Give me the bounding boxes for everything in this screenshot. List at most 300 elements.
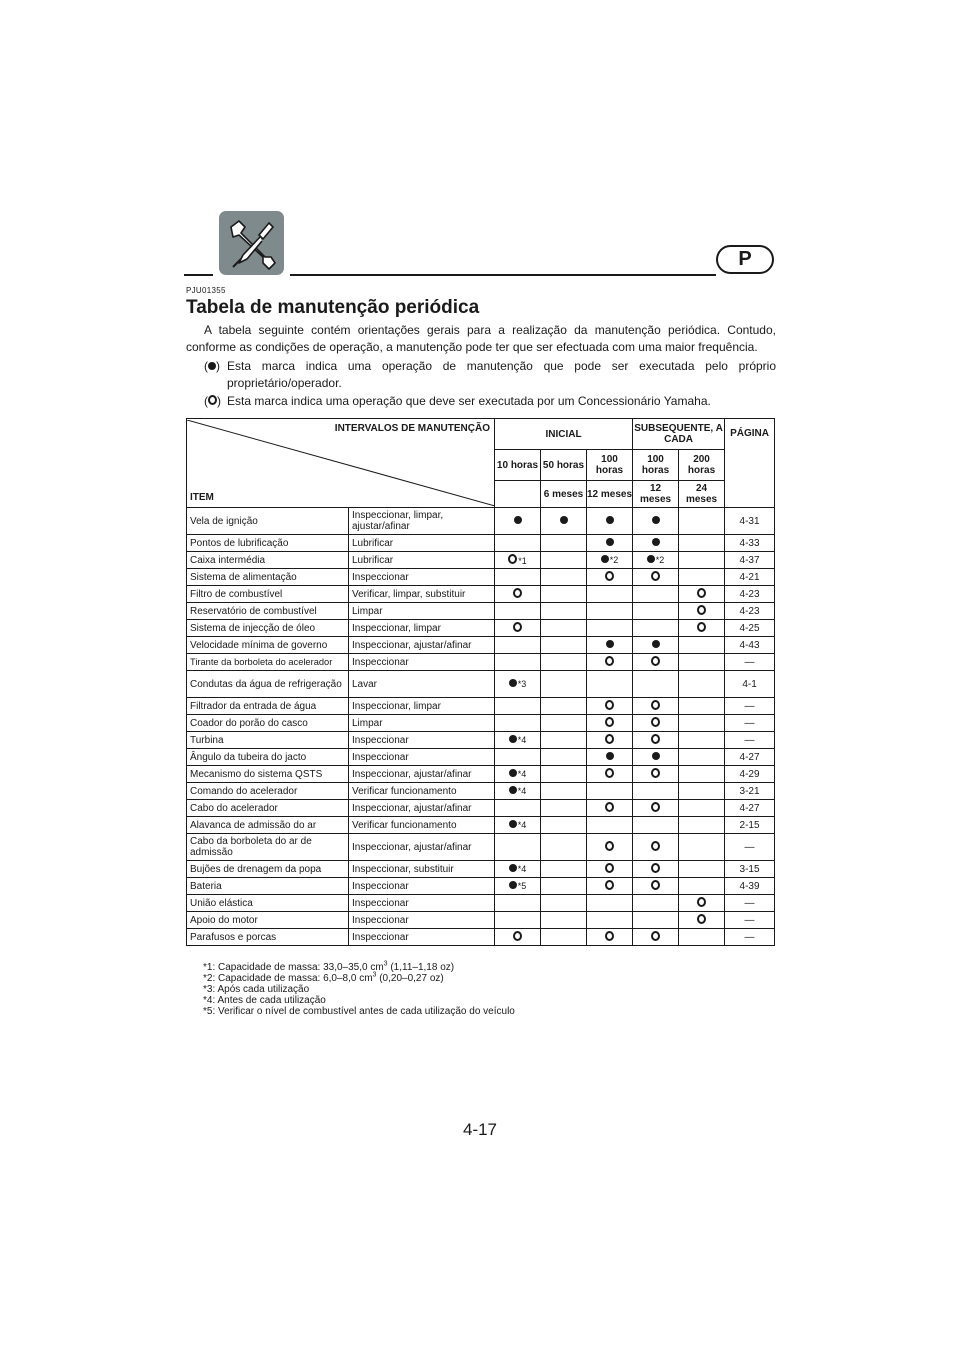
item-cell: Tirante da borboleta do acelerador bbox=[187, 654, 349, 671]
open-circle-icon bbox=[651, 656, 660, 666]
interval-cell bbox=[679, 878, 725, 895]
interval-cell bbox=[587, 878, 633, 895]
interval-cell bbox=[541, 766, 587, 783]
months-header: 12 meses bbox=[587, 481, 633, 508]
interval-cell bbox=[633, 783, 679, 800]
item-cell: Caixa intermédia bbox=[187, 552, 349, 569]
filled-circle-icon bbox=[560, 516, 568, 524]
interval-cell bbox=[587, 929, 633, 946]
action-cell: Inspeccionar, limpar bbox=[349, 698, 495, 715]
action-cell: Inspeccionar, ajustar/afinar bbox=[349, 766, 495, 783]
open-circle-icon bbox=[697, 605, 706, 615]
footnote: *1: Capacidade de massa: 33,0–35,0 $cm^3$ (1,11–1,18 oz) bbox=[203, 960, 455, 973]
subsequent-header: SUBSEQUENTE, A CADA bbox=[633, 419, 725, 450]
months-header: 24 meses bbox=[679, 481, 725, 508]
filled-circle-icon bbox=[606, 640, 614, 648]
interval-cell bbox=[495, 654, 541, 671]
interval-cell bbox=[541, 834, 587, 861]
interval-cell bbox=[679, 861, 725, 878]
interval-cell bbox=[633, 834, 679, 861]
action-cell: Inspeccionar bbox=[349, 569, 495, 586]
interval-cell bbox=[495, 732, 541, 749]
interval-cell bbox=[633, 654, 679, 671]
hours-header: 10 horas bbox=[495, 450, 541, 481]
action-cell: Inspeccionar bbox=[349, 878, 495, 895]
interval-cell bbox=[541, 637, 587, 654]
language-badge: P bbox=[716, 245, 774, 274]
interval-cell bbox=[587, 715, 633, 732]
open-circle-icon bbox=[605, 571, 614, 581]
action-cell: Inspeccionar bbox=[349, 749, 495, 766]
filled-circle-icon bbox=[509, 864, 517, 872]
page-ref-cell: 4-29 bbox=[725, 766, 775, 783]
interval-cell bbox=[587, 912, 633, 929]
interval-cell bbox=[541, 895, 587, 912]
filled-circle-icon bbox=[509, 769, 517, 777]
interval-cell bbox=[587, 732, 633, 749]
interval-cell bbox=[495, 569, 541, 586]
open-circle-icon bbox=[605, 841, 614, 851]
open-circle-icon bbox=[651, 734, 660, 744]
legend-dealer-mark: ( ) bbox=[204, 394, 221, 408]
open-circle-icon bbox=[605, 734, 614, 744]
filled-circle-icon bbox=[509, 786, 517, 794]
note-ref: *2 bbox=[655, 554, 665, 565]
item-cell: União elástica bbox=[187, 895, 349, 912]
open-circle-icon bbox=[605, 768, 614, 778]
item-cell: Cabo da borboleta do ar de admissão bbox=[187, 834, 349, 861]
interval-cell bbox=[679, 586, 725, 603]
table-row bbox=[187, 698, 775, 715]
table-row bbox=[187, 552, 775, 569]
interval-cell bbox=[495, 698, 541, 715]
table-row bbox=[187, 586, 775, 603]
interval-cell bbox=[587, 637, 633, 654]
open-circle-icon bbox=[605, 863, 614, 873]
action-cell: Inspeccionar, limpar bbox=[349, 620, 495, 637]
intro-paragraph: A tabela seguinte contém orientações gerais para a realização da manutenção periódica. Contudo, conforme as condições de operação, a manutenção pode ter que ser efectuada com uma maior frequência. bbox=[186, 323, 776, 354]
action-cell: Verificar funcionamento bbox=[349, 817, 495, 834]
interval-cell bbox=[633, 535, 679, 552]
open-circle-icon bbox=[651, 880, 660, 890]
interval-cell bbox=[679, 749, 725, 766]
item-cell: Cabo do acelerador bbox=[187, 800, 349, 817]
interval-cell bbox=[587, 817, 633, 834]
interval-cell bbox=[679, 783, 725, 800]
open-circle-icon bbox=[651, 802, 660, 812]
note-ref: *5 bbox=[517, 880, 527, 891]
item-cell: Bujões de drenagem da popa bbox=[187, 861, 349, 878]
interval-cell bbox=[679, 508, 725, 535]
note-ref: *4 bbox=[517, 863, 527, 874]
page-ref-cell: — bbox=[725, 715, 775, 732]
page-ref-cell: 4-1 bbox=[725, 671, 775, 698]
footnote: *3: Após cada utilização bbox=[203, 984, 310, 995]
open-circle-icon bbox=[651, 931, 660, 941]
interval-cell bbox=[495, 715, 541, 732]
page-ref-cell: 4-27 bbox=[725, 749, 775, 766]
footnote: *2: Capacidade de massa: 6,0–8,0 $cm^3$ (0,20–0,27 oz) bbox=[203, 971, 444, 984]
interval-cell bbox=[633, 620, 679, 637]
interval-cell bbox=[495, 878, 541, 895]
action-cell: Inspeccionar bbox=[349, 654, 495, 671]
months-header: 6 meses bbox=[541, 481, 587, 508]
interval-cell bbox=[587, 508, 633, 535]
item-cell: Filtrador da entrada de água bbox=[187, 698, 349, 715]
interval-cell bbox=[541, 715, 587, 732]
interval-cell bbox=[541, 569, 587, 586]
action-cell: Inspeccionar bbox=[349, 895, 495, 912]
legend-dealer-text: Esta marca indica uma operação que deve ser executada por um Concessionário Yamaha. bbox=[227, 394, 711, 408]
interval-cell bbox=[679, 654, 725, 671]
page-ref-cell: 3-15 bbox=[725, 861, 775, 878]
interval-cell bbox=[587, 569, 633, 586]
item-cell: Velocidade mínima de governo bbox=[187, 637, 349, 654]
table-row bbox=[187, 620, 775, 637]
footnote: *4: Antes de cada utilização bbox=[203, 995, 326, 1006]
interval-cell bbox=[679, 671, 725, 698]
interval-cell bbox=[633, 715, 679, 732]
table-row bbox=[187, 569, 775, 586]
interval-cell bbox=[541, 603, 587, 620]
item-cell: Comando do acelerador bbox=[187, 783, 349, 800]
page-ref-cell: 3-21 bbox=[725, 783, 775, 800]
action-cell: Limpar bbox=[349, 603, 495, 620]
note-ref: *3 bbox=[517, 678, 527, 689]
interval-cell bbox=[633, 671, 679, 698]
legend-dealer bbox=[186, 393, 776, 410]
legend-owner bbox=[186, 358, 776, 392]
interval-cell bbox=[587, 535, 633, 552]
interval-cell bbox=[541, 817, 587, 834]
interval-cell bbox=[679, 834, 725, 861]
interval-cell bbox=[633, 861, 679, 878]
action-cell: Verificar funcionamento bbox=[349, 783, 495, 800]
interval-cell bbox=[633, 603, 679, 620]
item-cell: Sistema de injecção de óleo bbox=[187, 620, 349, 637]
interval-cell bbox=[587, 654, 633, 671]
interval-cell bbox=[679, 732, 725, 749]
interval-cell bbox=[587, 895, 633, 912]
interval-cell bbox=[495, 508, 541, 535]
page-ref-cell: 4-27 bbox=[725, 800, 775, 817]
interval-cell bbox=[587, 620, 633, 637]
page-ref-cell: 4-23 bbox=[725, 603, 775, 620]
footnotes bbox=[203, 962, 515, 1017]
page-ref-cell: 4-31 bbox=[725, 508, 775, 535]
open-circle-icon bbox=[605, 717, 614, 727]
interval-cell bbox=[679, 912, 725, 929]
action-cell: Inspeccionar bbox=[349, 912, 495, 929]
page-ref-cell: 4-33 bbox=[725, 535, 775, 552]
interval-cell bbox=[541, 552, 587, 569]
filled-circle-icon bbox=[606, 752, 614, 760]
interval-cell bbox=[541, 586, 587, 603]
page-ref-cell: 4-25 bbox=[725, 620, 775, 637]
table-row bbox=[187, 895, 775, 912]
interval-cell bbox=[495, 749, 541, 766]
table-row bbox=[187, 715, 775, 732]
item-cell: Parafusos e porcas bbox=[187, 929, 349, 946]
note-ref: *4 bbox=[517, 819, 527, 830]
hours-header: 100 horas bbox=[587, 450, 633, 481]
interval-cell bbox=[541, 671, 587, 698]
open-circle-icon bbox=[605, 802, 614, 812]
interval-cell bbox=[541, 783, 587, 800]
interval-cell bbox=[495, 783, 541, 800]
interval-cell bbox=[679, 620, 725, 637]
interval-cell bbox=[495, 929, 541, 946]
interval-cell bbox=[679, 929, 725, 946]
maintenance-tools-icon bbox=[219, 211, 284, 275]
interval-cell bbox=[541, 912, 587, 929]
open-circle-icon bbox=[605, 656, 614, 666]
table-row bbox=[187, 671, 775, 698]
interval-cell bbox=[541, 698, 587, 715]
table-row bbox=[187, 749, 775, 766]
item-cell: Alavanca de admissão do ar bbox=[187, 817, 349, 834]
wrench-screwdriver-icon bbox=[219, 211, 284, 275]
interval-cell bbox=[633, 800, 679, 817]
action-cell: Inspeccionar, ajustar/afinar bbox=[349, 834, 495, 861]
legend-owner-mark: ( ) bbox=[204, 359, 220, 373]
table-row bbox=[187, 861, 775, 878]
interval-cell bbox=[495, 552, 541, 569]
interval-cell bbox=[679, 817, 725, 834]
action-cell: Inspeccionar bbox=[349, 929, 495, 946]
open-circle-icon bbox=[697, 588, 706, 598]
action-cell: Inspeccionar, ajustar/afinar bbox=[349, 637, 495, 654]
table-row bbox=[187, 508, 775, 535]
page-ref-cell: 2-15 bbox=[725, 817, 775, 834]
item-cell: Coador do porão do casco bbox=[187, 715, 349, 732]
open-circle-icon bbox=[508, 554, 517, 564]
table-row bbox=[187, 800, 775, 817]
open-circle-icon bbox=[697, 897, 706, 907]
intervals-header: INTERVALOS DE MANUTENÇÃO bbox=[334, 423, 490, 434]
action-cell: Inspeccionar, ajustar/afinar bbox=[349, 800, 495, 817]
page-ref-cell: — bbox=[725, 895, 775, 912]
table-row bbox=[187, 912, 775, 929]
interval-cell bbox=[679, 552, 725, 569]
open-circle-icon bbox=[605, 931, 614, 941]
table-row bbox=[187, 878, 775, 895]
item-cell: Pontos de lubrificação bbox=[187, 535, 349, 552]
interval-cell bbox=[495, 620, 541, 637]
legend-owner-text: Esta marca indica uma operação de manutenção que pode ser executada pelo próprio proprietário/operador. bbox=[227, 359, 776, 390]
interval-cell bbox=[587, 861, 633, 878]
maintenance-table bbox=[186, 418, 775, 946]
note-ref: *4 bbox=[517, 785, 527, 796]
hours-header: 50 horas bbox=[541, 450, 587, 481]
filled-circle-icon bbox=[514, 516, 522, 524]
interval-cell bbox=[495, 800, 541, 817]
interval-cell bbox=[633, 586, 679, 603]
interval-cell bbox=[633, 698, 679, 715]
open-circle-icon bbox=[651, 768, 660, 778]
filled-circle-icon bbox=[647, 555, 655, 563]
action-cell: Inspeccionar, limpar, ajustar/afinar bbox=[349, 508, 495, 535]
initial-header: INICIAL bbox=[495, 419, 633, 450]
open-circle-icon bbox=[697, 622, 706, 632]
filled-circle-icon bbox=[652, 640, 660, 648]
interval-cell bbox=[679, 569, 725, 586]
section-title: Tabela de manutenção periódica bbox=[186, 297, 480, 318]
filled-circle-icon bbox=[208, 362, 216, 370]
item-cell: Condutas da água de refrigeração bbox=[187, 671, 349, 698]
interval-cell bbox=[633, 552, 679, 569]
interval-cell bbox=[587, 749, 633, 766]
open-circle-icon bbox=[651, 571, 660, 581]
interval-cell bbox=[679, 800, 725, 817]
hours-header: 100 horas bbox=[633, 450, 679, 481]
action-cell: Inspeccionar, substituir bbox=[349, 861, 495, 878]
table-row bbox=[187, 834, 775, 861]
interval-cell bbox=[541, 508, 587, 535]
footnote: *5: Verificar o nível de combustível antes de cada utilização do veículo bbox=[203, 1006, 515, 1017]
interval-cell bbox=[495, 637, 541, 654]
filled-circle-icon bbox=[606, 538, 614, 546]
page-ref-cell: — bbox=[725, 929, 775, 946]
months-header: 12 meses bbox=[633, 481, 679, 508]
interval-cell bbox=[633, 637, 679, 654]
filled-circle-icon bbox=[509, 679, 517, 687]
interval-cell bbox=[587, 671, 633, 698]
open-circle-icon bbox=[651, 863, 660, 873]
page-ref-cell: 4-43 bbox=[725, 637, 775, 654]
months-header bbox=[495, 481, 541, 508]
interval-cell bbox=[541, 861, 587, 878]
note-ref: *4 bbox=[517, 768, 527, 779]
interval-cell bbox=[541, 654, 587, 671]
interval-cell bbox=[587, 603, 633, 620]
interval-cell bbox=[633, 766, 679, 783]
action-cell: Limpar bbox=[349, 715, 495, 732]
interval-cell bbox=[679, 698, 725, 715]
header-rule-right bbox=[290, 274, 716, 276]
item-cell: Mecanismo do sistema QSTS bbox=[187, 766, 349, 783]
table-row bbox=[187, 783, 775, 800]
interval-cell bbox=[679, 715, 725, 732]
open-circle-icon bbox=[513, 622, 522, 632]
table-row bbox=[187, 603, 775, 620]
item-cell: Reservatório de combustível bbox=[187, 603, 349, 620]
filled-circle-icon bbox=[652, 752, 660, 760]
page-header: PÁGINA bbox=[725, 419, 775, 508]
interval-cell bbox=[495, 861, 541, 878]
item-cell: Vela de ignição bbox=[187, 508, 349, 535]
interval-cell bbox=[495, 817, 541, 834]
interval-cell bbox=[495, 834, 541, 861]
interval-cell bbox=[633, 732, 679, 749]
interval-cell bbox=[633, 569, 679, 586]
interval-cell bbox=[587, 783, 633, 800]
page-ref-cell: — bbox=[725, 732, 775, 749]
interval-cell bbox=[495, 766, 541, 783]
interval-cell bbox=[541, 878, 587, 895]
page-ref-cell: 4-23 bbox=[725, 586, 775, 603]
open-circle-icon bbox=[513, 931, 522, 941]
filled-circle-icon bbox=[509, 881, 517, 889]
table-row bbox=[187, 766, 775, 783]
table-row bbox=[187, 817, 775, 834]
filled-circle-icon bbox=[601, 555, 609, 563]
interval-cell bbox=[541, 929, 587, 946]
item-cell: Turbina bbox=[187, 732, 349, 749]
filled-circle-icon bbox=[652, 516, 660, 524]
open-circle-icon bbox=[513, 588, 522, 598]
open-circle-icon bbox=[697, 914, 706, 924]
open-circle-icon bbox=[651, 717, 660, 727]
note-ref: *4 bbox=[517, 734, 527, 745]
interval-cell bbox=[679, 637, 725, 654]
table-body bbox=[187, 508, 775, 946]
interval-cell bbox=[633, 878, 679, 895]
open-circle-icon bbox=[208, 395, 217, 405]
item-cell: Filtro de combustível bbox=[187, 586, 349, 603]
interval-cell bbox=[495, 671, 541, 698]
hours-header: 200 horas bbox=[679, 450, 725, 481]
action-cell: Lavar bbox=[349, 671, 495, 698]
interval-cell bbox=[495, 603, 541, 620]
page-number: 4-17 bbox=[462, 1120, 498, 1139]
interval-cell bbox=[587, 766, 633, 783]
note-ref: *1 bbox=[518, 555, 527, 566]
interval-cell bbox=[633, 895, 679, 912]
action-cell: Lubrificar bbox=[349, 552, 495, 569]
action-cell: Verificar, limpar, substituir bbox=[349, 586, 495, 603]
open-circle-icon bbox=[651, 841, 660, 851]
interval-cell bbox=[633, 912, 679, 929]
filled-circle-icon bbox=[652, 538, 660, 546]
interval-cell bbox=[633, 929, 679, 946]
open-circle-icon bbox=[605, 700, 614, 710]
interval-cell bbox=[633, 508, 679, 535]
interval-cell bbox=[495, 586, 541, 603]
page-ref-cell: — bbox=[725, 912, 775, 929]
interval-cell bbox=[541, 800, 587, 817]
interval-cell bbox=[587, 586, 633, 603]
filled-circle-icon bbox=[509, 735, 517, 743]
interval-cell bbox=[541, 749, 587, 766]
action-cell: Lubrificar bbox=[349, 535, 495, 552]
page-ref-cell: 4-21 bbox=[725, 569, 775, 586]
table-row bbox=[187, 732, 775, 749]
page-ref-cell: — bbox=[725, 654, 775, 671]
header-rule-left bbox=[184, 274, 213, 276]
note-ref: *2 bbox=[609, 554, 619, 565]
interval-cell bbox=[541, 620, 587, 637]
section-code: PJU01355 bbox=[186, 286, 226, 295]
interval-cell bbox=[587, 552, 633, 569]
interval-cell bbox=[541, 732, 587, 749]
open-circle-icon bbox=[651, 700, 660, 710]
page-ref-cell: — bbox=[725, 698, 775, 715]
interval-cell bbox=[587, 834, 633, 861]
interval-cell bbox=[587, 698, 633, 715]
action-cell: Inspeccionar bbox=[349, 732, 495, 749]
page-ref-cell: 4-39 bbox=[725, 878, 775, 895]
interval-cell bbox=[495, 912, 541, 929]
open-circle-icon bbox=[605, 880, 614, 890]
interval-cell bbox=[633, 817, 679, 834]
page-ref-cell: 4-37 bbox=[725, 552, 775, 569]
item-cell: Apoio do motor bbox=[187, 912, 349, 929]
item-cell: Ângulo da tubeira do jacto bbox=[187, 749, 349, 766]
table-row bbox=[187, 654, 775, 671]
interval-cell bbox=[679, 603, 725, 620]
item-cell: Sistema de alimentação bbox=[187, 569, 349, 586]
